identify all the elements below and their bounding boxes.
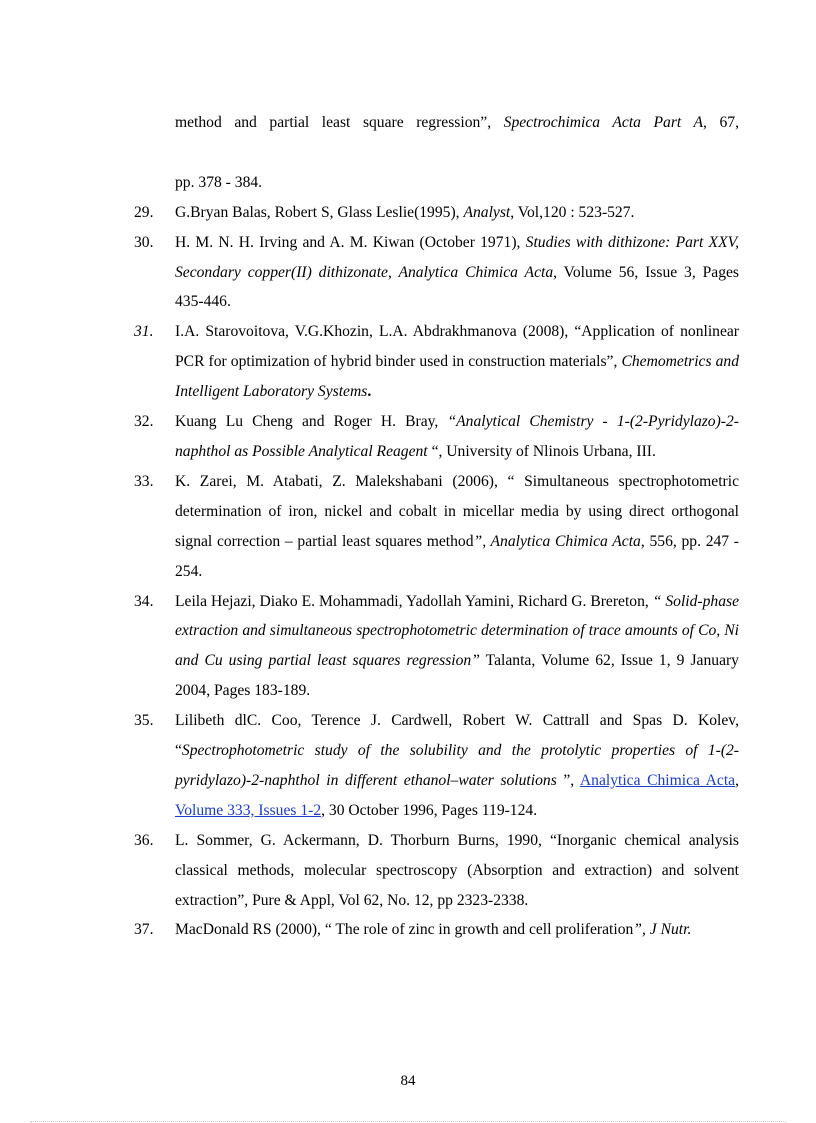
reference-number: 34. [134, 592, 154, 610]
reference-text: Kuang Lu Cheng and Roger H. Bray, [175, 413, 439, 431]
journal-title: ”, Analytica Chimica Acta [473, 532, 641, 550]
reference-text: method and partial least square regression”, [175, 114, 492, 131]
reference-text: MacDonald RS (2000), “ The role of zinc in growth and cell proliferation [175, 921, 634, 939]
reference-text: pp. 378 - 384. [175, 173, 263, 191]
reference-number: 31. [134, 323, 154, 341]
reference-text: Lilibeth dlC. Coo, Terence J. Cardwell, Robert W. Cattrall and Spas D. Kolev, “ [175, 712, 739, 760]
reference-item-37 [134, 915, 739, 945]
reference-continuation [134, 108, 739, 198]
reference-item-32 [134, 407, 739, 467]
journal-title: Analyst [463, 203, 511, 221]
reference-text: H. M. N. H. Irving and A. M. Kiwan (October 1971), [175, 233, 521, 251]
reference-item-34 [134, 587, 739, 707]
journal-title: Spectrochimica Acta Part A [503, 114, 704, 131]
reference-text: ”, [563, 771, 575, 789]
reference-text: , Vol,120 : 523-527. [510, 203, 635, 221]
reference-item-33 [134, 467, 739, 587]
page-bottom-divider [30, 1121, 786, 1122]
reference-text: I.A. Starovoitova, V.G.Khozin, L.A. Abdrakhmanova (2008), “Application of nonlinear PCR for optimization of hybrid binder used in construction materials”, [175, 323, 739, 371]
reference-number: 32. [134, 413, 154, 431]
reference-item-29 [134, 198, 739, 228]
reference-number: 33. [134, 472, 154, 490]
reference-text: , Volume 56, Issue 3, Pages 435-446. [175, 263, 739, 311]
reference-text: G.Bryan Balas, Robert S, Glass Leslie(1995), [175, 203, 460, 221]
reference-text: . [367, 383, 372, 401]
article-title: “Analytical Chemistry - 1-(2-Pyridylazo)-2-naphthol as Possible Analytical Reagent [175, 413, 739, 460]
reference-text: , 30 October 1996, Pages 119-124. [321, 801, 538, 819]
journal-link[interactable]: Analytica Chimica Acta [579, 771, 736, 789]
journal-title: Chemometrics and Intelligent Laboratory Systems [175, 353, 740, 401]
reference-item-30 [134, 228, 739, 318]
reference-text: L. Sommer, G. Ackermann, D. Thorburn Burns, 1990, “Inorganic chemical analysis classical methods, molecular spectroscopy (Absorption and extraction) and solvent extraction”, Pure & Appl, Vol 62, No. 12, pp 2323-2338. [175, 831, 739, 909]
reference-text: Talanta, Volume 62, Issue 1, 9 January 2004, Pages 183-189. [175, 652, 739, 700]
journal-title: ”, J Nutr. [633, 921, 692, 939]
reference-item-36 [134, 826, 739, 916]
article-title: Spectrophotometric study of the solubility and the protolytic properties of 1-(2-pyridylazo)-2-naphthol in different ethanol–water solutions [175, 742, 739, 789]
reference-text: Leila Hejazi, Diako E. Mohammadi, Yadollah Yamini, Richard G. Brereton, [175, 592, 649, 610]
article-title: “ Solid-phase extraction and simultaneous spectrophotometric determination of trace amounts of Co, Ni and Cu using partial least squares regression” [175, 592, 739, 670]
reference-text: , [735, 771, 739, 789]
volume-link[interactable]: Volume 333, Issues 1-2 [175, 801, 322, 819]
reference-text: K. Zarei, M. Atabati, Z. Malekshabani (2006), “ Simultaneous spectrophotometric determination of iron, nickel and cobalt in micellar media by using direct orthogonal signal correction – partial least squares method [175, 472, 739, 550]
reference-number: 30. [134, 233, 154, 251]
reference-item-31 [134, 317, 739, 407]
reference-item-35 [134, 706, 739, 826]
article-title: Studies with dithizone: Part XXV, Secondary copper(II) dithizonate, Analytica Chimica Acta [175, 233, 740, 281]
reference-text: , 556, pp. 247 - 254. [175, 532, 739, 580]
reference-number: 36. [134, 831, 154, 849]
reference-number: 37. [134, 921, 154, 939]
page-number: 84 [400, 1073, 416, 1089]
reference-number: 29. [134, 203, 154, 221]
reference-number: 35. [134, 712, 154, 730]
reference-text: “, University of Nlinois Urbana, III. [431, 442, 656, 460]
reference-text: , 67, [703, 114, 739, 131]
reference-list [134, 108, 739, 945]
